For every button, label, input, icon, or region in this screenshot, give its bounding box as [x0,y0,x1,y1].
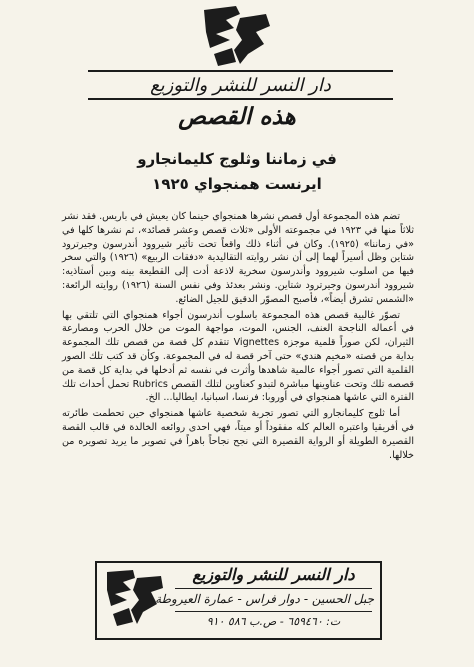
divider [175,611,372,612]
publisher-name: دار النسر للنشر والتوزيع [150,74,331,96]
publisher-banner [88,70,393,100]
imprint-publisher-name: دار النسر للنشر والتوزيع [192,565,355,584]
divider [175,588,372,589]
publisher-address: جبل الحسين - دوار فراس - عمارة العيروطة [155,592,374,606]
paragraph: تضم هذه المجموعة أول قصص نشرها همنجواي حينما كان يعيش في باريس. فقد نشر ثلاثاً منها في ١٩٢٣ في مجموعته الأولى «ثلاث قصص وعشر قصائد»، ثم نشرها كلها في «في زماننا» (١٩٢٥). وكان في أثناء ذلك واقعاً تحت تأثير شيروود أندرسون وجيرترود شتاين وظل أسيراً لهما إلى أن نشر روايته التقاليدية «دفقات الربيع» (١٩٢٦) والتي سخر فيها من اسلوب شيروود وأندرسون سخرية لاذعة أدت إلى القطيعة بينه وبين أستاذيه: شيروود أندرسون وجيرترود شتاين. ونشر بعدئذ وفي نفس السنة (١٩٢٦) روايته الرائعة: «الشمس تشرق أيضاً»، فأصبح المصوّر الدقيق للجيل الضائع. [61,211,415,305]
eagle-logo-icon [196,4,276,68]
page-title: هذه القصص [178,104,296,130]
paragraph: أما ثلوج كليمانجارو التي تصور تجربة شخصية عاشها همنجواي حين تحطمت طائرته في أفريقيا واعتبره العالم كله مفقوداً أو ميتاً، فهي احدى روائعه الخالدة في قالب القصة القصيرة الطويلة أو الرواية القصيرة التي نجح نجاحاً باهراً في تصوير ما يريد تصويره من خلالها. [62,408,414,461]
publisher-imprint [95,561,382,640]
paragraph: تصوّر غالبية قصص هذه المجموعة باسلوب أندرسون أجواء همنجواي التي تلتقي بها في أعماله الناجحة العنف، الجنس، الموت، مواجهة الموت من خلال الحرب ومصارعة الثيران، لكن صوراً قلمية موجزة Vignettes تتقدم كل قصة من قصص تلك المجموعة بداية من قصته «مخيم هندي» حتى آخر قصة له في المجموعة. وكأن قد كتب تلك الصور القلمية التي تصور أجواء عالمية شاهدها وأثرت في نفسه ثم أدخلها في بداية كل قصة من قصصه تلك وتحت عناوينها مباشرة لتبدو كعناوين لتلك القصص Rubrics تحمل أحداث تلك الفترة التي عاشها همنجواي في أوروبا: فرنسا، اسبانيا، ايطاليا... الخ. [62,309,414,404]
subtitle-line-1: في زماننا وثلوج كليمانجارو [137,150,337,168]
publisher-phone: ت: ٦٥٩٤٦٠ - ص.ب ٥٨٦ ٩١٠ [206,615,341,628]
description-text [62,210,414,464]
subtitle-line-2: ايرنست همنجواي ١٩٢٥ [152,175,322,193]
